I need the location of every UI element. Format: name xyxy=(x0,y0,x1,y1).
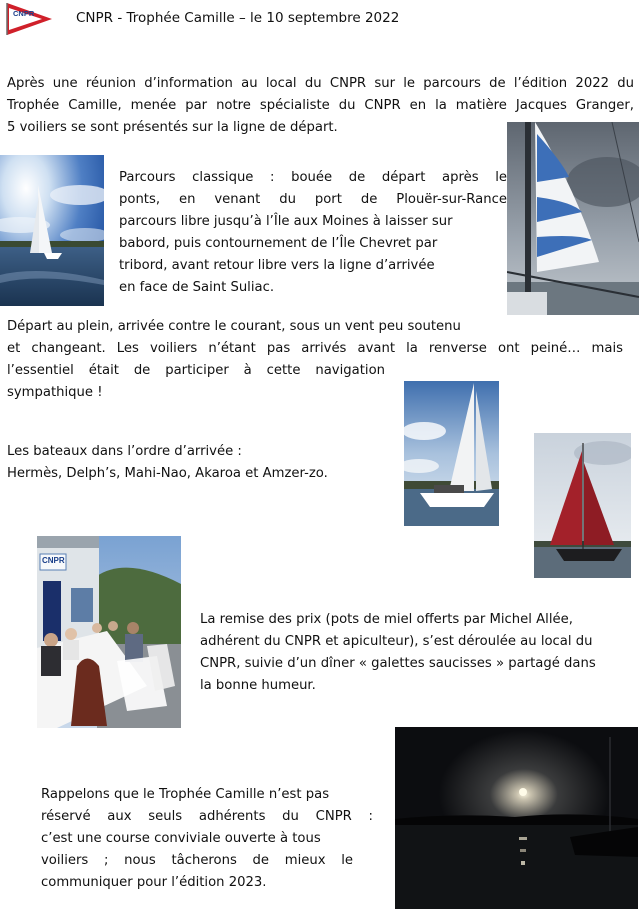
race-paragraph xyxy=(7,316,623,404)
closing-line: c’est une course conviviale ouverte à tous xyxy=(41,831,321,846)
race-line: l’essentiel était de participer à cette navigation xyxy=(7,363,385,378)
photo-night-moon xyxy=(395,727,638,909)
prizes-paragraph xyxy=(200,609,636,697)
photo-spinnaker xyxy=(507,122,639,315)
photo-red-sails xyxy=(534,433,631,578)
building-sign-text: CNPR xyxy=(42,556,65,565)
page-title: CNPR - Trophée Camille – le 10 septembre 2022 xyxy=(76,10,400,26)
course-line: en face de Saint Suliac. xyxy=(119,280,275,295)
prizes-line: la bonne humeur. xyxy=(200,678,316,693)
prizes-line: adhérent du CNPR et apiculteur), s’est déroulée au local du xyxy=(200,634,593,649)
logo-text: CNPR xyxy=(13,9,35,18)
intro-line: Après une réunion d’information au local du CNPR sur le parcours de l’édition 2022 du xyxy=(7,76,634,91)
cnpr-logo xyxy=(6,2,54,36)
course-line: ponts, en venant du port de Plouër-sur-Rance xyxy=(119,192,507,207)
closing-line: Rappelons que le Trophée Camille n’est pas xyxy=(41,787,330,802)
closing-line: voiliers ; nous tâcherons de mieux le xyxy=(41,853,353,868)
race-line: Départ au plein, arrivée contre le courant, sous un vent peu soutenu xyxy=(7,319,461,334)
course-line: Parcours classique : bouée de départ après le xyxy=(119,170,507,185)
intro-line: Trophée Camille, menée par notre spécialiste du CNPR en la matière Jacques Granger, xyxy=(7,98,634,113)
results-block xyxy=(7,441,387,485)
intro-line: 5 voiliers se sont présentés sur la ligne de départ. xyxy=(7,120,338,135)
course-line: babord, puis contournement de l’Île Chevret par xyxy=(119,236,438,251)
course-line: parcours libre jusqu’à l’Île aux Moines à laisser sur xyxy=(119,214,453,229)
course-paragraph xyxy=(119,167,507,299)
results-boats: Hermès, Delph’s, Mahi-Nao, Akaroa et Amzer-zo. xyxy=(7,466,328,481)
closing-line: communiquer pour l’édition 2023. xyxy=(41,875,267,890)
closing-line: réservé aux seuls adhérents du CNPR : xyxy=(41,809,373,824)
photo-sailboat-clouds xyxy=(0,155,104,306)
race-line: sympathique ! xyxy=(7,385,103,400)
results-heading: Les bateaux dans l’ordre d’arrivée : xyxy=(7,444,242,459)
course-line: tribord, avant retour libre vers la ligne d’arrivée xyxy=(119,258,435,273)
photo-white-sails xyxy=(404,381,499,526)
closing-paragraph xyxy=(41,784,373,894)
photo-club-dinner xyxy=(37,536,181,728)
prizes-line: La remise des prix (pots de miel offerts par Michel Allée, xyxy=(200,612,573,627)
race-line: et changeant. Les voiliers n’étant pas arrivés avant la renverse ont peiné… mais xyxy=(7,341,623,356)
prizes-line: CNPR, suivie d’un dîner « galettes saucisses » partagé dans xyxy=(200,656,596,671)
